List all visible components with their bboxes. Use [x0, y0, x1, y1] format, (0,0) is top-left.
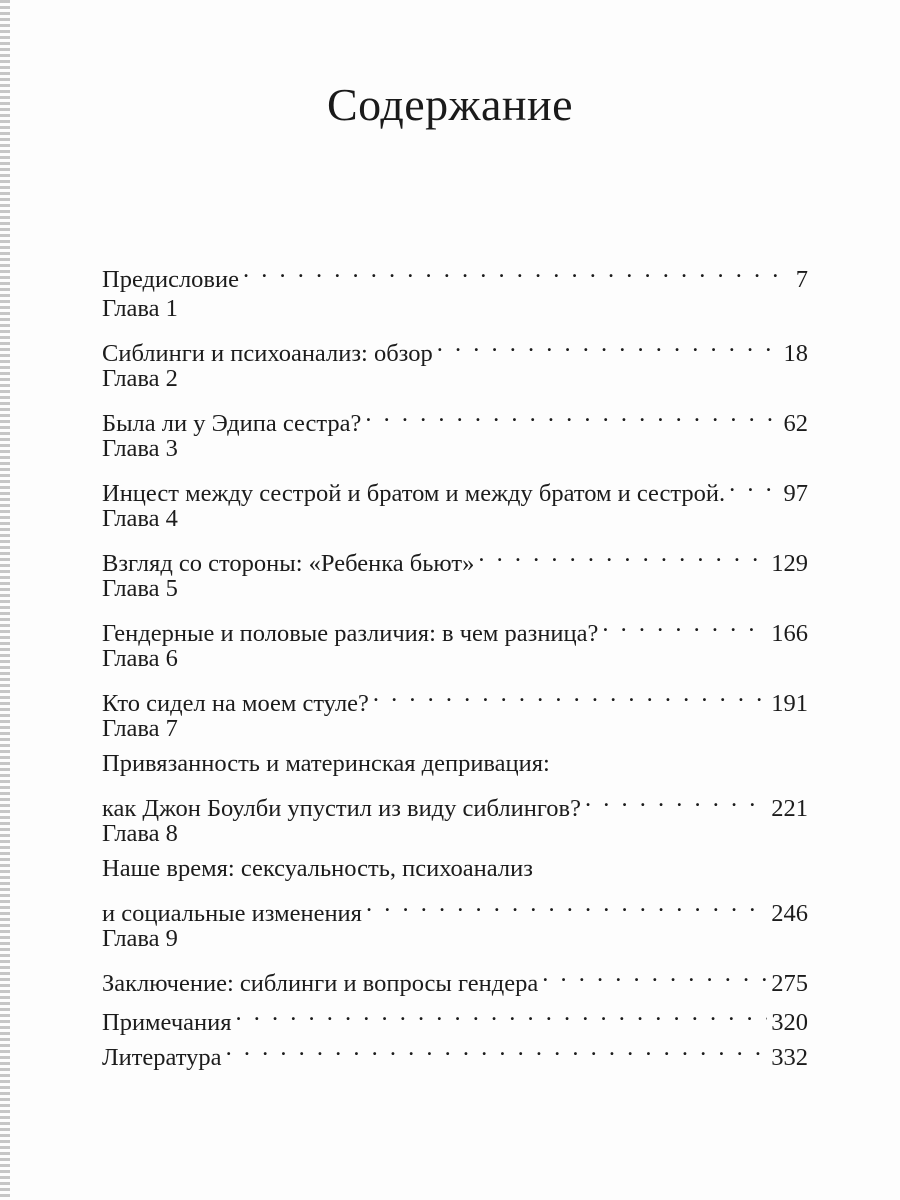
page-number: 275 — [771, 970, 808, 997]
page-number: 246 — [771, 900, 808, 927]
entry-title: Гендерные и половые различия: в чем разница? — [102, 620, 599, 647]
chapter-label-3: Глава 3 — [102, 435, 178, 462]
chapter-label-1: Глава 1 — [102, 295, 178, 322]
page-number: 18 — [783, 340, 808, 367]
toc-entry-chapter-1 — [102, 326, 808, 367]
page-number: 332 — [771, 1044, 808, 1071]
chapter-label-4: Глава 4 — [102, 505, 178, 532]
entry-title: Литература — [102, 1044, 222, 1071]
toc-entry-chapter-7 — [102, 781, 808, 822]
entry-title: Инцест между сестрой и братом и между братом и сестрой. — [102, 480, 726, 507]
entry-title-line-1: Привязанность и материнская депривация: — [102, 750, 550, 777]
toc-entry-chapter-8 — [102, 886, 808, 927]
chapter-label-5: Глава 5 — [102, 575, 178, 602]
page-number: 97 — [783, 480, 808, 507]
dot-leader — [373, 676, 767, 711]
dot-leader — [226, 1030, 768, 1065]
toc-entry-chapter-3 — [102, 466, 808, 507]
toc-entry-chapter-4 — [102, 536, 808, 577]
page-number: 129 — [771, 550, 808, 577]
chapter-label-7: Глава 7 — [102, 715, 178, 742]
dot-leader — [542, 956, 767, 991]
dot-leader — [602, 606, 767, 641]
chapter-label-6: Глава 6 — [102, 645, 178, 672]
entry-title: Примечания — [102, 1009, 232, 1036]
dot-leader — [478, 536, 767, 571]
entry-title: Взгляд со стороны: «Ребенка бьют» — [102, 550, 475, 577]
entry-title: Кто сидел на моем стуле? — [102, 690, 369, 717]
toc-entry-chapter-9 — [102, 956, 808, 997]
chapter-label-2: Глава 2 — [102, 365, 178, 392]
toc-entry-preface — [102, 252, 808, 293]
entry-title: Сиблинги и психоанализ: обзор — [102, 340, 433, 367]
entry-title: Предисловие — [102, 266, 239, 293]
dot-leader — [585, 781, 767, 816]
page-number: 221 — [771, 795, 808, 822]
dot-leader — [366, 886, 767, 921]
page-number: 7 — [795, 266, 808, 293]
toc-entry-chapter-5 — [102, 606, 808, 647]
entry-title: Была ли у Эдипа сестра? — [102, 410, 362, 437]
dot-leader — [365, 396, 779, 431]
page-number: 62 — [783, 410, 808, 437]
page-number: 191 — [771, 690, 808, 717]
entry-title-line-1: Наше время: сексуальность, психоанализ — [102, 855, 533, 882]
dot-leader — [236, 995, 768, 1030]
chapter-label-9: Глава 9 — [102, 925, 178, 952]
table-of-contents — [102, 252, 808, 1071]
entry-title: Заключение: сиблинги и вопросы гендера — [102, 970, 539, 997]
scan-edge — [0, 0, 10, 1200]
page-number: 166 — [771, 620, 808, 647]
toc-entry-chapter-2 — [102, 396, 808, 437]
entry-title-line-2: и социальные изменения — [102, 900, 362, 927]
chapter-label-8: Глава 8 — [102, 820, 178, 847]
dot-leader — [243, 252, 792, 287]
dot-leader — [437, 326, 780, 361]
toc-entry-chapter-6 — [102, 676, 808, 717]
dot-leader — [729, 466, 779, 501]
entry-title-line-2: как Джон Боулби упустил из виду сиблингов? — [102, 795, 581, 822]
page-number: 320 — [771, 1009, 808, 1036]
page-title: Содержание — [326, 79, 574, 130]
